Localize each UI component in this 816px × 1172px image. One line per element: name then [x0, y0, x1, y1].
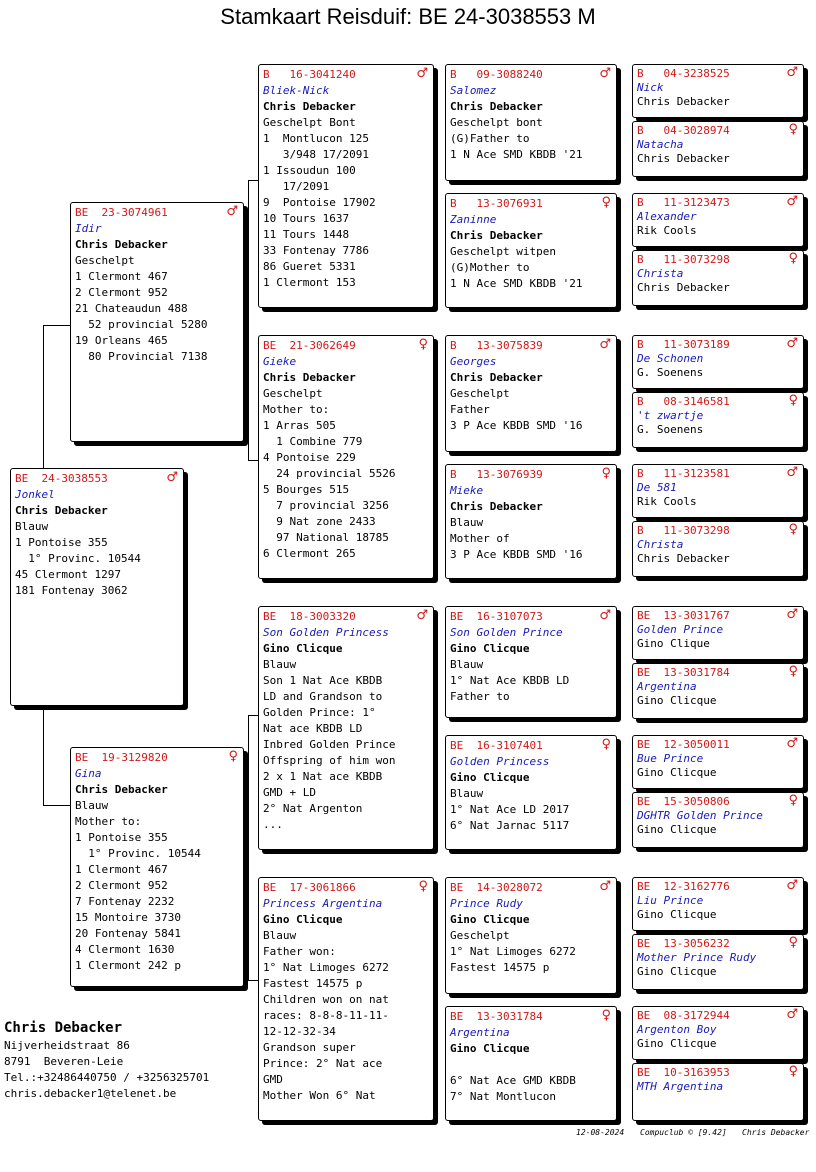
female-icon: ♀	[418, 337, 428, 352]
owner: Gino Clicque	[637, 766, 717, 779]
pigeon-name: Golden Prince	[637, 623, 724, 636]
info-line: 1° Nat Limoges 6272	[450, 945, 576, 958]
ring-number: B 04-3238525	[637, 67, 730, 80]
pigeon-card-subject[interactable]	[10, 468, 184, 706]
info-line: 45 Clermont 1297	[15, 568, 121, 581]
ring-number: B 13-3076939	[450, 468, 543, 481]
pigeon-name: Princess Argentina	[263, 897, 383, 910]
male-icon: ♂	[786, 465, 798, 480]
connector-line	[43, 325, 71, 326]
ring-number: B 11-3073298	[637, 524, 730, 537]
info-line: 1 N Ace SMD KBDB '21	[450, 148, 583, 161]
footer-owner: Chris Debacker	[742, 1128, 810, 1137]
ring-number: BE 15-3050806	[637, 795, 730, 808]
ring-number: BE 12-3162776	[637, 880, 730, 893]
pigeon-name: Gieke	[263, 355, 297, 368]
pigeon-name: 't zwartje	[637, 409, 704, 422]
info-line: ...	[263, 818, 283, 831]
info-line: 7 Fontenay 2232	[75, 895, 175, 908]
info-line: Geschelpt	[450, 387, 510, 400]
info-line: 2 Clermont 952	[75, 879, 168, 892]
pigeon-name: MTH Argentina	[637, 1080, 724, 1093]
info-line: 1 Clermont 467	[75, 270, 168, 283]
breeder-info	[4, 1018, 209, 1102]
pigeon-card-g2[interactable]	[632, 121, 804, 177]
ring-number: BE 24-3038553	[15, 472, 108, 485]
male-icon: ♂	[599, 66, 611, 81]
info-line: 11 Tours 1448	[263, 228, 350, 241]
info-line: 19 Orleans 465	[75, 334, 168, 347]
owner: G. Soenens	[637, 366, 704, 379]
info-line: Geschelpt Bont	[263, 116, 356, 129]
female-icon: ♀	[788, 793, 798, 808]
ring-number: BE 10-3163953	[637, 1066, 730, 1079]
info-line: (G)Mother to	[450, 261, 530, 274]
info-line: 2° Nat Argenton	[263, 802, 363, 815]
connector-line	[43, 705, 44, 805]
male-icon: ♂	[416, 608, 428, 623]
info-line	[450, 1057, 613, 1073]
info-line: Golden Prince: 1°	[263, 706, 376, 719]
pigeon-card-mf[interactable]	[258, 606, 434, 850]
info-line: LD and Grandson to	[263, 690, 383, 703]
owner: G. Soenens	[637, 423, 704, 436]
connector-line	[248, 460, 258, 461]
owner: Chris Debacker	[75, 238, 168, 251]
owner: Gino Clicque	[263, 642, 343, 655]
info-line: Father	[450, 403, 490, 416]
info-line: Son 1 Nat Ace KBDB	[263, 674, 383, 687]
info-line: 3/948 17/2091	[263, 148, 369, 161]
male-icon: ♂	[786, 1007, 798, 1022]
pigeon-name: Nick	[637, 81, 664, 94]
male-icon: ♂	[416, 66, 428, 81]
pigeon-card-fm[interactable]	[258, 335, 434, 579]
info-line: Geschelpt	[263, 387, 323, 400]
pigeon-name: Salomez	[450, 84, 497, 97]
info-line: Geschelpt	[450, 929, 510, 942]
owner: Gino Clicque	[450, 1042, 530, 1055]
info-line: Geschelpt	[75, 254, 135, 267]
pigeon-name: Bue Prince	[637, 752, 704, 765]
owner: Chris Debacker	[637, 152, 730, 165]
info-line: 1° Provinc. 10544	[75, 847, 201, 860]
pigeon-name: Son Golden Princess	[263, 626, 389, 639]
info-line: 4 Pontoise 229	[263, 451, 356, 464]
female-icon: ♀	[601, 195, 611, 210]
info-line: 1° Provinc. 10544	[15, 552, 141, 565]
owner: Chris Debacker	[450, 371, 543, 384]
ring-number: BE 13-3031784	[450, 1010, 543, 1023]
info-line: Mother to:	[75, 815, 142, 828]
pigeon-name: Jonkel	[15, 488, 55, 501]
info-line: 7 provincial 3256	[263, 499, 389, 512]
info-line: 9 Pontoise 17902	[263, 196, 376, 209]
owner: Gino Clicque	[637, 908, 717, 921]
male-icon: ♂	[786, 65, 798, 80]
connector-line	[248, 180, 258, 181]
female-icon: ♀	[788, 122, 798, 137]
owner: Chris Debacker	[263, 371, 356, 384]
info-line: Nat ace KBDB LD	[263, 722, 363, 735]
info-line: races: 8-8-8-11-11-	[263, 1009, 389, 1022]
info-line: 4 Clermont 1630	[75, 943, 175, 956]
pigeon-name: Argentina	[450, 1026, 510, 1039]
female-icon: ♀	[788, 251, 798, 266]
info-line: 52 provincial 5280	[75, 318, 208, 331]
info-line: Offspring of him won	[263, 754, 396, 767]
info-line: 1° Nat Ace KBDB LD	[450, 674, 570, 687]
pigeon-card-g3[interactable]	[632, 193, 804, 247]
ring-number: BE 17-3061866	[263, 881, 356, 894]
info-line: Geschelpt bont	[450, 116, 543, 129]
female-icon: ♀	[788, 393, 798, 408]
pigeon-card-ff[interactable]	[258, 64, 434, 308]
info-line: 1 Pontoise 355	[15, 536, 108, 549]
info-line: 1 Pontoise 355	[75, 831, 168, 844]
breeder-city: 8791 Beveren-Leie	[4, 1055, 124, 1068]
info-line: 5 Bourges 515	[263, 483, 350, 496]
owner: Rik Cools	[637, 495, 697, 508]
info-line: 80 Provincial 7138	[75, 350, 208, 363]
male-icon: ♂	[599, 337, 611, 352]
pigeon-name: Christa	[637, 538, 684, 551]
ring-number: BE 13-3031784	[637, 666, 730, 679]
page-title: Stamkaart Reisduif: BE 24-3038553 M	[220, 4, 596, 29]
pigeon-card-g10[interactable]	[632, 663, 804, 719]
info-line: 20 Fontenay 5841	[75, 927, 181, 940]
pigeon-name: Prince Rudy	[450, 897, 523, 910]
owner: Chris Debacker	[75, 783, 168, 796]
male-icon: ♂	[786, 607, 798, 622]
pigeon-name: Gina	[75, 767, 102, 780]
ring-number: B 11-3123581	[637, 467, 730, 480]
connector-line	[248, 180, 249, 460]
info-line: 1 Clermont 242 p	[75, 959, 181, 972]
info-line: Father to	[450, 690, 510, 703]
ring-number: B 08-3146581	[637, 395, 730, 408]
info-line: Fastest 14575 p	[450, 961, 550, 974]
info-line: 9 Nat zone 2433	[263, 515, 376, 528]
info-line: 1° Nat Ace LD 2017	[450, 803, 570, 816]
pigeon-name: Argentina	[637, 680, 697, 693]
pigeon-card-g13[interactable]	[632, 877, 804, 931]
info-line: 2 Clermont 952	[75, 286, 168, 299]
info-line: 1 Clermont 467	[75, 863, 168, 876]
ring-number: BE 19-3129820	[75, 751, 168, 764]
pigeon-name: Georges	[450, 355, 497, 368]
info-line: 2 x 1 Nat ace KBDB	[263, 770, 383, 783]
pigeon-name: Son Golden Prince	[450, 626, 563, 639]
ring-number: BE 08-3172944	[637, 1009, 730, 1022]
info-line: Inbred Golden Prince	[263, 738, 396, 751]
info-line: 24 provincial 5526	[263, 467, 396, 480]
pigeon-name: Idir	[75, 222, 102, 235]
ring-number: BE 23-3074961	[75, 206, 168, 219]
info-line: 1 Issoudun 100	[263, 164, 356, 177]
pigeon-card-fmf[interactable]	[445, 335, 617, 452]
pigeon-name: De Schonen	[637, 352, 704, 365]
breeder-phone: Tel.:+32486440750 / +3256325701	[4, 1071, 210, 1084]
info-line: 86 Gueret 5331	[263, 260, 356, 273]
pigeon-card-g8[interactable]	[632, 521, 804, 577]
info-line: 1 N Ace SMD KBDB '21	[450, 277, 583, 290]
info-line: 3 P Ace KBDB SMD '16	[450, 548, 583, 561]
pigeon-name: Bliek-Nick	[263, 84, 330, 97]
info-line: Blauw	[450, 787, 484, 800]
male-icon: ♂	[786, 736, 798, 751]
owner: Gino Clicque	[450, 642, 530, 655]
info-line: Mother of	[450, 532, 510, 545]
owner: Rik Cools	[637, 224, 697, 237]
pigeon-card-g12[interactable]	[632, 792, 804, 848]
ring-number: BE 12-3050011	[637, 738, 730, 751]
female-icon: ♀	[601, 1008, 611, 1023]
owner: Chris Debacker	[637, 281, 730, 294]
pigeon-card-mfm[interactable]	[445, 735, 617, 850]
info-line: Mother to:	[263, 403, 330, 416]
pigeon-name: Mother Prince Rudy	[637, 951, 757, 964]
male-icon: ♂	[786, 336, 798, 351]
info-line: 3 P Ace KBDB SMD '16	[450, 419, 583, 432]
pigeon-card-fff[interactable]	[445, 64, 617, 181]
pigeon-card-g15[interactable]	[632, 1006, 804, 1060]
info-line: 1 Arras 505	[263, 419, 336, 432]
connector-line	[43, 325, 44, 472]
info-line: 1 Combine 779	[263, 435, 363, 448]
pigeon-card-g16[interactable]	[632, 1063, 804, 1121]
owner: Chris Debacker	[450, 500, 543, 513]
info-line: 1 Clermont 153	[263, 276, 356, 289]
info-line: 21 Chateaudun 488	[75, 302, 188, 315]
pigeon-name: Liu Prince	[637, 894, 704, 907]
ring-number: BE 16-3107401	[450, 739, 543, 752]
ring-number: B 13-3076931	[450, 197, 543, 210]
ring-number: BE 14-3028072	[450, 881, 543, 894]
owner: Gino Clique	[637, 637, 710, 650]
male-icon: ♂	[599, 879, 611, 894]
info-line: Blauw	[263, 658, 297, 671]
info-line: GMD + LD	[263, 786, 316, 799]
connector-line	[248, 715, 258, 716]
info-line: GMD	[263, 1073, 283, 1086]
ring-number: BE 13-3031767	[637, 609, 730, 622]
owner: Chris Debacker	[450, 229, 543, 242]
info-line: 6° Nat Ace GMD KBDB	[450, 1074, 576, 1087]
info-line: 6° Nat Jarnac 5117	[450, 819, 570, 832]
female-icon: ♀	[601, 737, 611, 752]
owner: Gino Clicque	[637, 823, 717, 836]
pigeon-card-mm[interactable]	[258, 877, 434, 1121]
female-icon: ♀	[788, 935, 798, 950]
female-icon: ♀	[788, 1064, 798, 1079]
info-line: Fastest 14575 p	[263, 977, 363, 990]
ring-number: B 11-3123473	[637, 196, 730, 209]
owner: Gino Clicque	[637, 965, 717, 978]
connector-line	[248, 980, 258, 981]
info-line: Blauw	[450, 658, 484, 671]
pigeon-name: De 581	[637, 481, 677, 494]
owner: Chris Debacker	[637, 552, 730, 565]
info-line: 1 Montlucon 125	[263, 132, 369, 145]
pigeon-card-g1[interactable]	[632, 64, 804, 118]
info-line: 15 Montoire 3730	[75, 911, 181, 924]
pigeon-card-g4[interactable]	[632, 250, 804, 306]
ring-number: B 04-3028974	[637, 124, 730, 137]
owner: Gino Clicque	[450, 913, 530, 926]
owner: Chris Debacker	[263, 100, 356, 113]
ring-number: BE 18-3003320	[263, 610, 356, 623]
pigeon-card-g7[interactable]	[632, 464, 804, 518]
female-icon: ♀	[228, 749, 238, 764]
pigeon-card-mmm[interactable]	[445, 1006, 617, 1121]
info-line: Mother Won 6° Nat	[263, 1089, 376, 1102]
breeder-name: Chris Debacker	[4, 1020, 123, 1036]
male-icon: ♂	[786, 194, 798, 209]
info-line: 1° Nat Limoges 6272	[263, 961, 389, 974]
ring-number: BE 13-3056232	[637, 937, 730, 950]
female-icon: ♀	[788, 522, 798, 537]
info-line: (G)Father to	[450, 132, 530, 145]
info-line: Blauw	[263, 929, 297, 942]
owner: Gino Clicque	[637, 1037, 717, 1050]
info-line: 6 Clermont 265	[263, 547, 356, 560]
pigeon-name: Argenton Boy	[637, 1023, 717, 1036]
ring-number: BE 16-3107073	[450, 610, 543, 623]
pigeon-card-g11[interactable]	[632, 735, 804, 789]
info-line: Geschelpt witpen	[450, 245, 556, 258]
female-icon: ♀	[601, 466, 611, 481]
pigeon-card-g6[interactable]	[632, 392, 804, 448]
ring-number: B 13-3075839	[450, 339, 543, 352]
owner: Gino Clicque	[263, 913, 343, 926]
male-icon: ♂	[599, 608, 611, 623]
info-line: Blauw	[15, 520, 49, 533]
owner: Gino Clicque	[450, 771, 530, 784]
pigeon-card-father[interactable]	[70, 202, 244, 442]
info-line: Father won:	[263, 945, 336, 958]
pigeon-card-mff[interactable]	[445, 606, 617, 718]
ring-number: B 09-3088240	[450, 68, 543, 81]
pigeon-card-fmm[interactable]	[445, 464, 617, 579]
connector-line	[43, 805, 71, 806]
pigeon-name: Zaninne	[450, 213, 497, 226]
pigeon-name: Christa	[637, 267, 684, 280]
owner: Gino Clicque	[637, 694, 717, 707]
female-icon: ♀	[418, 879, 428, 894]
pigeon-card-mother[interactable]	[70, 747, 244, 987]
male-icon: ♂	[166, 470, 178, 485]
pigeon-name: Mieke	[450, 484, 484, 497]
info-line: 7° Nat Montlucon	[450, 1090, 556, 1103]
ring-number: B 11-3073298	[637, 253, 730, 266]
footer-date: 12-08-2024	[576, 1128, 625, 1137]
pigeon-card-ffm[interactable]	[445, 193, 617, 308]
info-line: 10 Tours 1637	[263, 212, 350, 225]
info-line: Grandson super	[263, 1041, 356, 1054]
info-line: 97 National 18785	[263, 531, 389, 544]
pigeon-card-g14[interactable]	[632, 934, 804, 990]
pigeon-name: Golden Princess	[450, 755, 550, 768]
info-line: Children won on nat	[263, 993, 389, 1006]
footer-software: Compuclub © [9.42]	[640, 1128, 727, 1137]
pigeon-name: Natacha	[637, 138, 684, 151]
breeder-address: Nijverheidstraat 86	[4, 1039, 130, 1052]
ring-number: B 16-3041240	[263, 68, 356, 81]
info-line: Prince: 2° Nat ace	[263, 1057, 383, 1070]
ring-number: BE 21-3062649	[263, 339, 356, 352]
pigeon-name: DGHTR Golden Prince	[637, 809, 763, 822]
info-line: 33 Fontenay 7786	[263, 244, 369, 257]
info-line: 12-12-32-34	[263, 1025, 336, 1038]
pigeon-card-g9[interactable]	[632, 606, 804, 660]
owner: Chris Debacker	[15, 504, 108, 517]
connector-line	[248, 715, 249, 980]
pigeon-name: Alexander	[637, 210, 697, 223]
ring-number: B 11-3073189	[637, 338, 730, 351]
info-line: 181 Fontenay 3062	[15, 584, 128, 597]
pigeon-card-g5[interactable]	[632, 335, 804, 389]
owner: Chris Debacker	[637, 95, 730, 108]
pigeon-card-mmf[interactable]	[445, 877, 617, 994]
owner: Chris Debacker	[450, 100, 543, 113]
breeder-email[interactable]: chris.debacker1@telenet.be	[4, 1087, 177, 1100]
female-icon: ♀	[788, 664, 798, 679]
info-line: Blauw	[450, 516, 484, 529]
info-line: 17/2091	[263, 180, 330, 193]
male-icon: ♂	[786, 878, 798, 893]
info-line: Blauw	[75, 799, 109, 812]
male-icon: ♂	[226, 204, 238, 219]
